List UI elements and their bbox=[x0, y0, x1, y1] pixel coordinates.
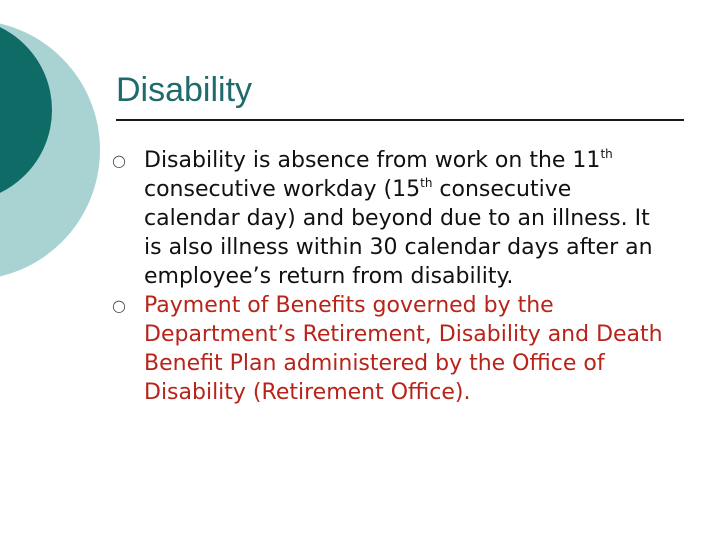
bullet-list bbox=[112, 146, 672, 407]
bullet-text-1-part-2: consecutive workday (15 bbox=[144, 177, 421, 202]
bullet-item-1 bbox=[112, 146, 672, 291]
bullet-marker: ○ bbox=[112, 296, 126, 315]
bullet-text-1 bbox=[144, 146, 672, 291]
bullet-item-2 bbox=[112, 291, 672, 407]
bullet-text-1-part-3: consecutive calendar day) and beyond due to an illness. It is also illness within 30 calendar days after an employee’s return from disability. bbox=[144, 177, 653, 289]
title-divider bbox=[116, 119, 684, 121]
bullet-text-2: Payment of Benefits governed by the Department’s Retirement, Disability and Death Benefit Plan administered by the Office of Disability (Retirement Office). bbox=[144, 293, 663, 405]
bullet-marker: ○ bbox=[112, 151, 126, 170]
ordinal-suffix: th bbox=[600, 147, 613, 161]
bullet-text-1-part-1: Disability is absence from work on the 11 bbox=[144, 148, 601, 173]
ordinal-suffix: th bbox=[420, 176, 433, 190]
slide-title: Disability bbox=[116, 71, 253, 109]
